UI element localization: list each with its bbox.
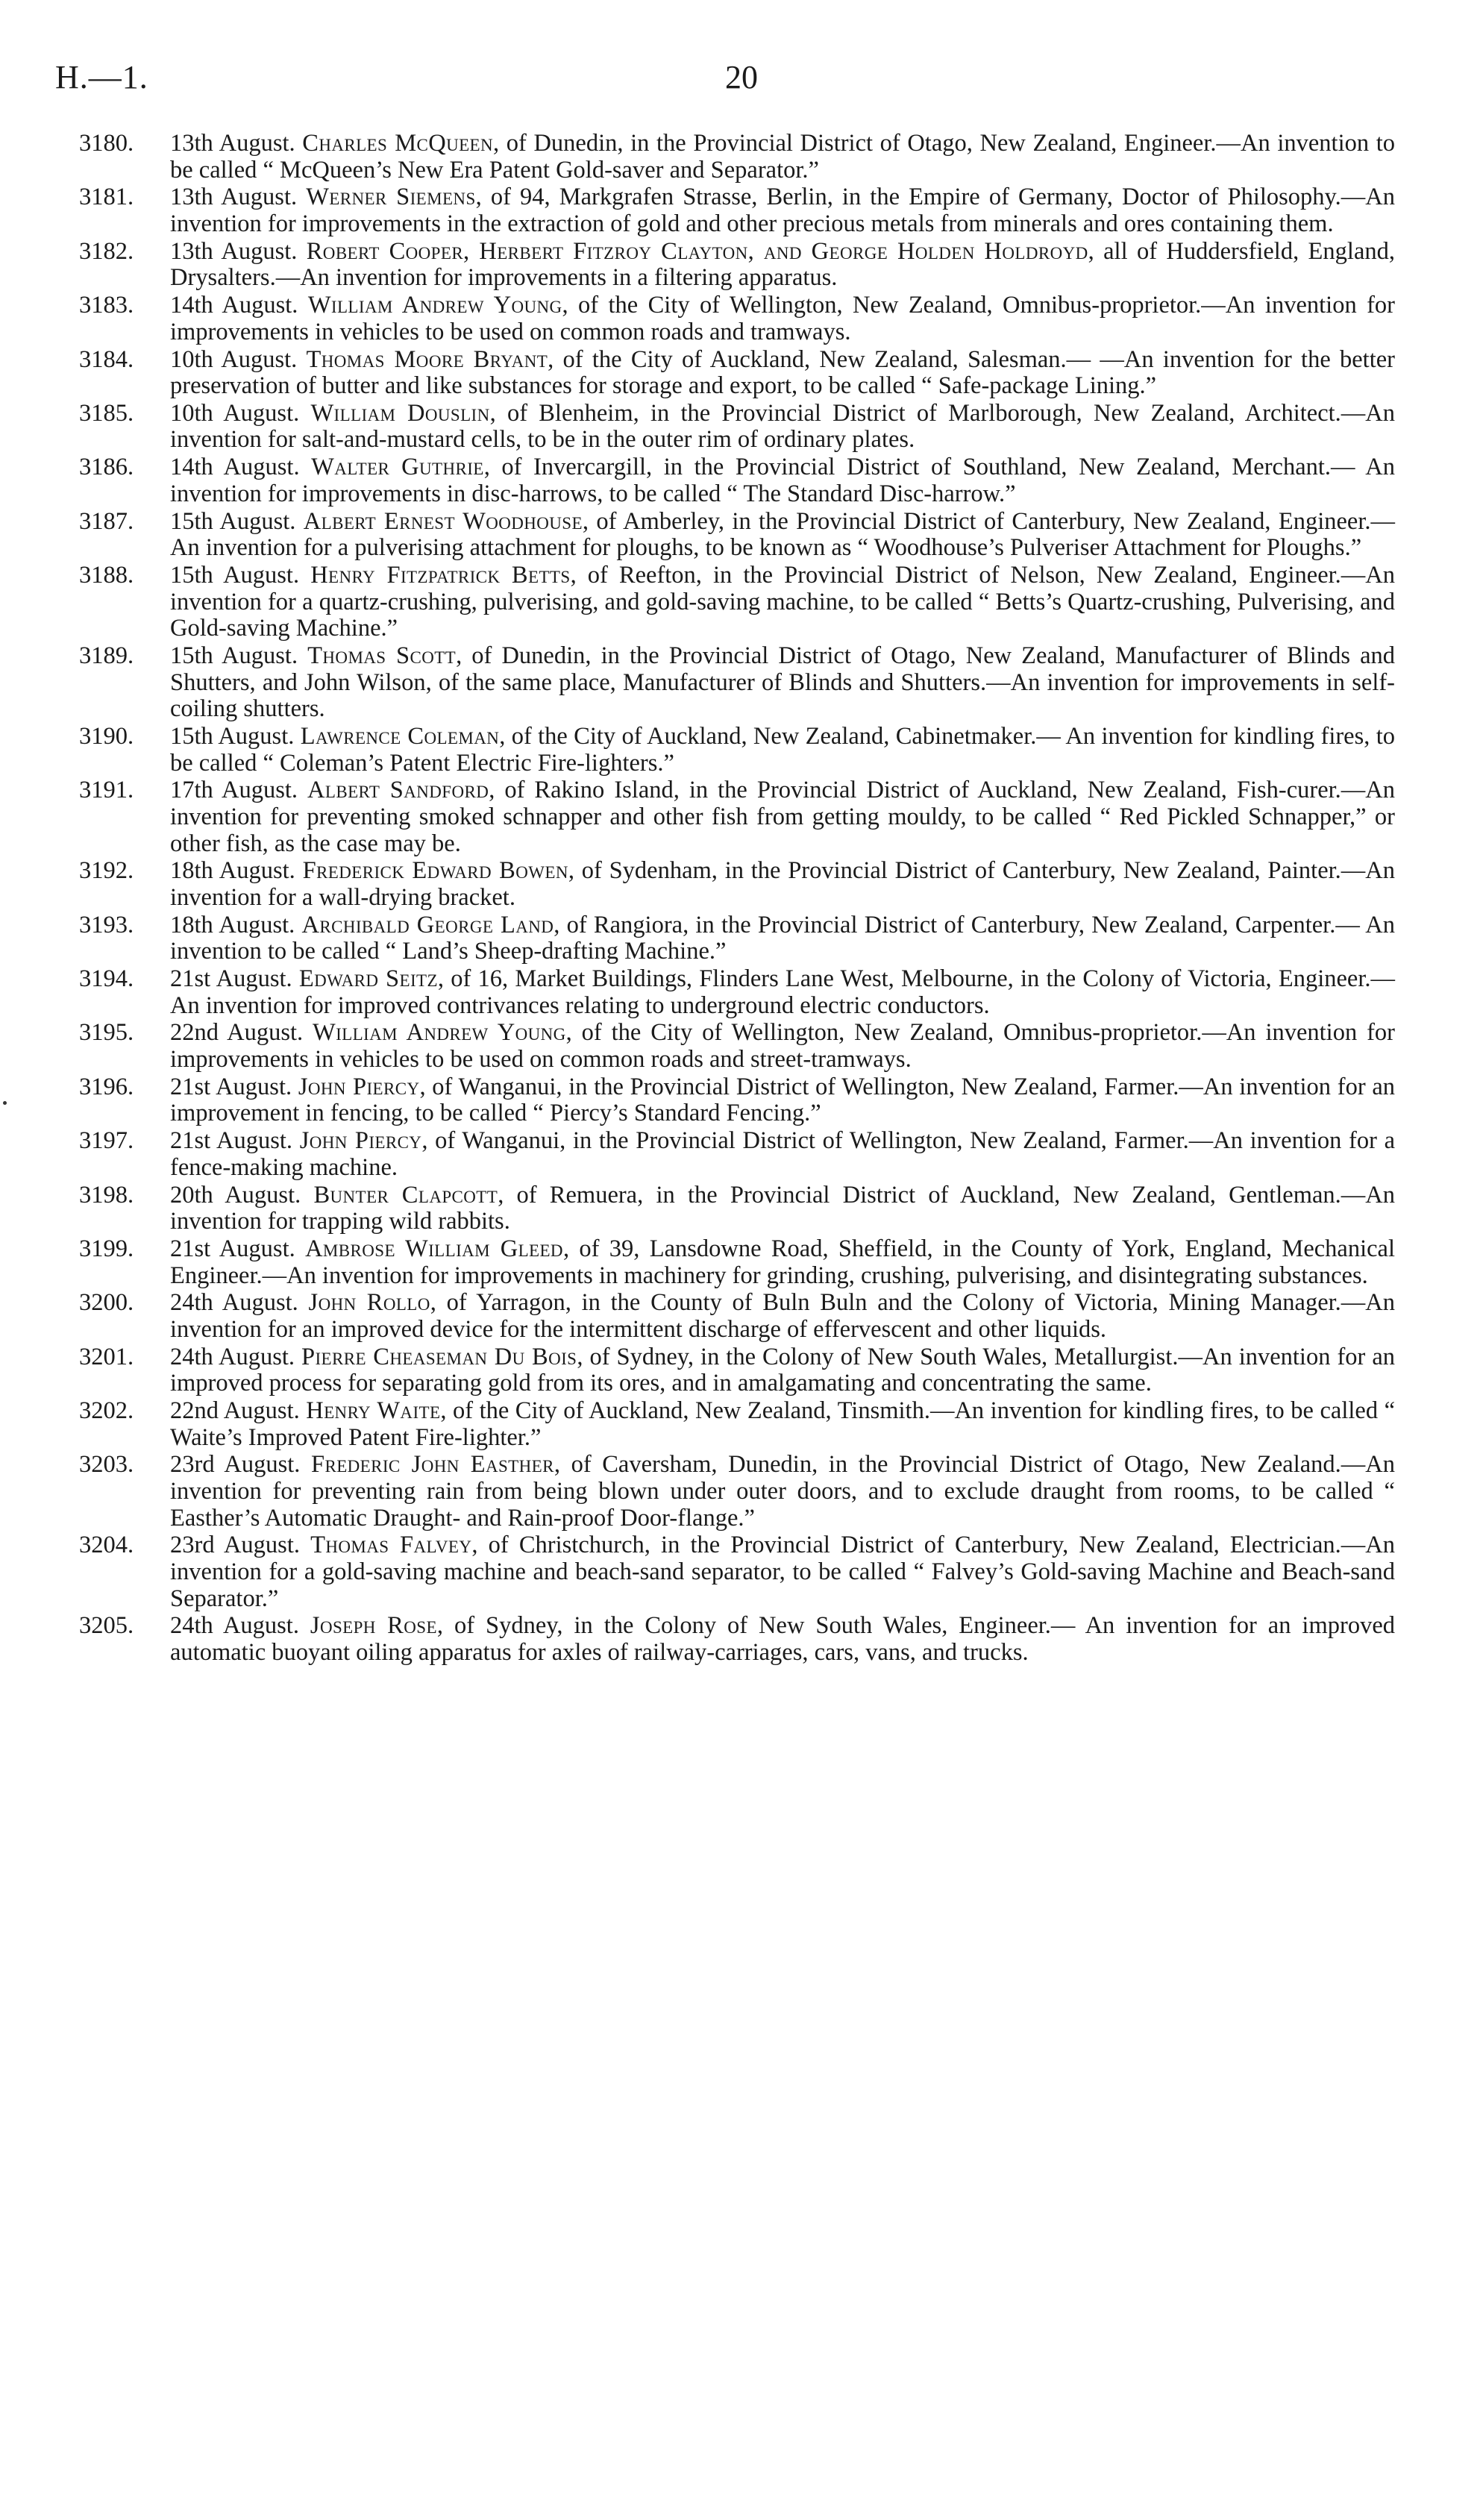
entry-description: , of 94, Markgrafen Strasse, Berlin, in the Empire of Germany, Doctor of Philosophy.—An invention for improvements in the extraction of gold and other precious metals from minerals and ores containing them.	[170, 184, 1396, 237]
patent-entry	[79, 1182, 1395, 1235]
applicant-name: Edward Seitz	[298, 965, 438, 993]
entry-date: 15th August.	[170, 562, 300, 589]
entry-number: 3204.	[79, 1532, 134, 1559]
applicant-name: Walter Guthrie	[311, 454, 484, 481]
patent-entry	[79, 1452, 1395, 1532]
entry-date: 21st August.	[170, 1127, 293, 1155]
entry-date: 24th August.	[170, 1343, 295, 1370]
patent-entry	[79, 562, 1395, 642]
patent-entry	[79, 131, 1395, 184]
entry-number: 3180.	[79, 130, 134, 157]
applicant-name: Henry Waite	[306, 1397, 441, 1425]
applicant-name: Charles McQueen	[302, 130, 494, 157]
patent-entry	[79, 777, 1395, 857]
entry-date: 21st August.	[170, 965, 292, 993]
entry-description: , all of Huddersfield, England, Drysalters.—An invention for improvements in a filtering apparatus.	[170, 237, 1395, 292]
applicant-name: William Douslin	[310, 399, 490, 427]
patent-entry	[79, 239, 1395, 292]
applicant-name: William Andrew Young	[307, 292, 562, 319]
entry-description: , of Blenheim, in the Provincial District of Marlborough, New Zealand, Architect.—An invention for salt-and-mustard cells, to be in the outer rim of ordinary plates.	[170, 399, 1396, 454]
applicant-name: Pierre Cheaseman Du Bois	[301, 1343, 577, 1370]
entry-description: , of Invercargill, in the Provincial District of Southland, New Zealand, Merchant.— An invention for improvements in disc-harrows, to be called “ The Standard Disc-harrow.”	[170, 454, 1396, 507]
patent-entry	[79, 184, 1395, 237]
margin-mark	[3, 1101, 7, 1105]
applicant-name: Robert Cooper, Herbert Fitzroy Clayton, and George Holden Holdroyd	[306, 237, 1088, 265]
entry-number: 3183.	[79, 292, 134, 319]
patent-entry	[79, 1290, 1395, 1343]
entry-number: 3193.	[79, 911, 134, 938]
applicant-name: Frederic John Easther	[311, 1451, 554, 1479]
entry-number: 3188.	[79, 562, 134, 589]
entry-date: 21st August.	[170, 1073, 292, 1100]
applicant-name: Bunter Clapcott	[313, 1181, 498, 1209]
entry-date: 24th August.	[170, 1289, 298, 1317]
entry-description: , of 16, Market Buildings, Flinders Lane West, Melbourne, in the Colony of Victoria, Engineer.—An invention for improved contrivances relating to underground electric conductors.	[170, 965, 1395, 1019]
entry-number: 3181.	[79, 184, 134, 211]
applicant-name: Albert Sandford	[307, 777, 489, 804]
entry-number: 3194.	[79, 965, 134, 993]
entry-description: , of the City of Wellington, New Zealand, Omnibus-proprietor.—An invention for improvements in vehicles to be used on common roads and tramways.	[170, 292, 1395, 345]
entry-number: 3189.	[79, 642, 134, 669]
entry-description: , of Yarragon, in the County of Buln Buln and the Colony of Victoria, Mining Manager.—An invention for an improved device for the intermittent discharge of effervescent and other liquids.	[170, 1289, 1395, 1343]
entry-number: 3185.	[79, 399, 134, 427]
entry-description: , of Reefton, in the Provincial District of Nelson, New Zealand, Engineer.—An invention for a quartz-crushing, pulverising, and gold-saving machine, to be called “ Betts’s Quartz-crushing, Pulverising, and Gold-saving Machine.”	[170, 562, 1396, 642]
patent-entry	[79, 1344, 1395, 1397]
entry-number: 3198.	[79, 1181, 134, 1209]
entry-date: 13th August.	[170, 184, 298, 211]
patent-entry	[79, 1398, 1395, 1451]
patent-entry	[79, 1613, 1395, 1666]
entry-date: 15th August.	[170, 722, 295, 750]
applicant-name: Thomas Falvey	[310, 1532, 472, 1559]
entry-description: , of 39, Lansdowne Road, Sheffield, in the County of York, England, Mechanical Engineer.—An invention for improvements in machinery for grinding, crushing, pulverising, and disintegrating substances.	[170, 1235, 1396, 1289]
applicant-name: Thomas Moore Bryant	[306, 345, 548, 373]
entry-description: , of Wanganui, in the Provincial District of Wellington, New Zealand, Farmer.—An invention for an improvement in fencing, to be called “ Piercy’s Standard Fencing.”	[170, 1073, 1396, 1127]
entry-date: 18th August.	[170, 911, 295, 938]
entry-date: 15th August.	[170, 642, 298, 669]
page-number: 20	[725, 59, 758, 95]
entry-description: , of Rakino Island, in the Provincial District of Auckland, New Zealand, Fish-curer.—An invention for preventing smoked schnapper and other fish from getting mouldy, to be called “ Red Pickled Schnapper,” or other fish, as the case may be.	[170, 777, 1395, 857]
patent-entry	[79, 912, 1395, 965]
applicant-name: Henry Fitzpatrick Betts	[310, 562, 571, 589]
patent-entry	[79, 509, 1395, 562]
entry-description: , of Remuera, in the Provincial District of Auckland, New Zealand, Gentleman.—An invention for trapping wild rabbits.	[170, 1181, 1396, 1235]
entry-description: , of the City of Auckland, New Zealand, Tinsmith.—An invention for kindling fires, to be called “ Waite’s Improved Patent Fire-lighter.”	[170, 1397, 1395, 1451]
entry-date: 23rd August.	[170, 1532, 300, 1559]
entry-date: 18th August.	[170, 857, 295, 885]
entry-description: , of Rangiora, in the Provincial District of Canterbury, New Zealand, Carpenter.— An invention to be called “ Land’s Sheep-drafting Machine.”	[170, 911, 1395, 965]
entry-date: 10th August.	[170, 345, 298, 373]
entry-number: 3197.	[79, 1127, 134, 1155]
applicant-name: John Rollo	[308, 1289, 430, 1317]
applicant-name: Thomas Scott	[307, 642, 457, 669]
applicant-name: Ambrose William Gleed	[305, 1235, 563, 1262]
entry-number: 3200.	[79, 1289, 134, 1317]
entry-date: 13th August.	[170, 130, 295, 157]
entry-date: 21st August.	[170, 1235, 295, 1262]
entry-date: 22nd August.	[170, 1397, 300, 1425]
entry-number: 3199.	[79, 1235, 134, 1262]
entry-date: 20th August.	[170, 1181, 301, 1209]
page-header	[55, 58, 1428, 110]
entry-date: 14th August.	[170, 454, 300, 481]
applicant-name: Archibald George Land	[301, 911, 554, 938]
applicant-name: Joseph Rose	[310, 1612, 437, 1640]
patent-entry	[79, 1128, 1395, 1181]
patent-entry	[79, 292, 1395, 345]
patent-entry	[79, 1236, 1395, 1289]
entry-date: 10th August.	[170, 399, 300, 427]
patent-entry	[79, 1074, 1395, 1127]
entry-date: 22nd August.	[170, 1019, 304, 1047]
entry-date: 14th August.	[170, 292, 298, 319]
patent-entry	[79, 347, 1395, 400]
entry-number: 3191.	[79, 777, 134, 804]
entry-date: 13th August.	[170, 237, 298, 265]
entry-description: , of the City of Wellington, New Zealand, Omnibus-proprietor.—An invention for improvements in vehicles to be used on common roads and street-tramways.	[170, 1019, 1395, 1073]
document-id: H.—1.	[55, 59, 148, 95]
entry-description: , of Dunedin, in the Provincial District of Otago, New Zealand, Manufacturer of Blinds and Shutters, and John Wilson, of the same place, Manufacturer of Blinds and Shutters.—An invention for improvements in self-coiling shutters.	[170, 642, 1395, 723]
entry-description: , of Caversham, Dunedin, in the Provincial District of Otago, New Zealand.—An invention for preventing rain from being blown under outer doors, and to exclude draught from rooms, to be called “ Easther’s Automatic Draught- and Rain-proof Door-flange.”	[170, 1451, 1395, 1532]
patent-entry	[79, 1532, 1395, 1612]
entry-description: , of Wanganui, in the Provincial District of Wellington, New Zealand, Farmer.—An invention for a fence-making machine.	[170, 1127, 1396, 1181]
entry-number: 3192.	[79, 857, 134, 885]
entry-description: , of Sydney, in the Colony of New South Wales, Metallurgist.—An invention for an improved process for separating gold from its ores, and in amalgamating and concentrating the same.	[170, 1343, 1396, 1397]
entry-number: 3201.	[79, 1343, 134, 1370]
entry-number: 3196.	[79, 1073, 134, 1100]
patent-entry	[79, 1020, 1395, 1073]
applicant-name: John Piercy	[299, 1127, 422, 1155]
applicant-name: John Piercy	[298, 1073, 420, 1100]
entry-description: , of the City of Auckland, New Zealand, Cabinetmaker.— An invention for kindling fires, to be called “ Coleman’s Patent Electric Fire-lighters.”	[170, 722, 1395, 777]
patent-entry	[79, 454, 1395, 507]
entry-description: , of Sydenham, in the Provincial District of Canterbury, New Zealand, Painter.—An invention for a wall-drying bracket.	[170, 857, 1395, 911]
entry-date: 24th August.	[170, 1612, 299, 1640]
patent-entry	[79, 401, 1395, 454]
patent-entry	[79, 724, 1395, 777]
patent-entry	[79, 858, 1395, 911]
entry-date: 23rd August.	[170, 1451, 301, 1479]
entry-description: , of Amberley, in the Provincial District of Canterbury, New Zealand, Engineer.— An invention for a pulverising attachment for ploughs, to be known as “ Woodhouse’s Pulveriser Attachment for Ploughs.”	[170, 507, 1396, 562]
entry-number: 3186.	[79, 454, 134, 481]
entry-number: 3187.	[79, 507, 134, 535]
entry-number: 3205.	[79, 1612, 134, 1640]
applicant-name: Frederick Edward Bowen	[302, 857, 568, 885]
entry-description: , of the City of Auckland, New Zealand, Salesman.— —An invention for the better preservation of butter and like substances for storage and export, to be called “ Safe-package Lining.”	[170, 345, 1395, 400]
applicant-name: Albert Ernest Woodhouse	[303, 507, 583, 535]
entry-description: , of Dunedin, in the Provincial District of Otago, New Zealand, Engineer.—An invention to be called “ McQueen’s New Era Patent Gold-saver and Separator.”	[170, 130, 1396, 184]
entry-number: 3184.	[79, 345, 134, 373]
entry-description: , of Christchurch, in the Provincial District of Canterbury, New Zealand, Electrician.—An invention for a gold-saving machine and beach-sand separator, to be called “ Falvey’s Gold-saving Machine and Beach-sand Separator.”	[170, 1532, 1395, 1612]
applicant-name: Werner Siemens	[306, 184, 476, 211]
entry-number: 3195.	[79, 1019, 134, 1047]
entry-number: 3182.	[79, 237, 134, 265]
entry-date: 17th August.	[170, 777, 298, 804]
entry-description: , of Sydney, in the Colony of New South Wales, Engineer.— An invention for an improved automatic buoyant oiling apparatus for axles of railway-carriages, cars, vans, and trucks.	[170, 1612, 1395, 1666]
entry-number: 3202.	[79, 1397, 134, 1425]
patent-entry	[79, 643, 1395, 723]
applicant-name: Lawrence Coleman	[300, 722, 500, 750]
entry-number: 3190.	[79, 722, 134, 750]
patent-entry	[79, 966, 1395, 1019]
patent-entry-list	[79, 131, 1395, 1667]
applicant-name: William Andrew Young	[313, 1019, 566, 1047]
entry-number: 3203.	[79, 1451, 134, 1479]
entry-date: 15th August.	[170, 507, 296, 535]
